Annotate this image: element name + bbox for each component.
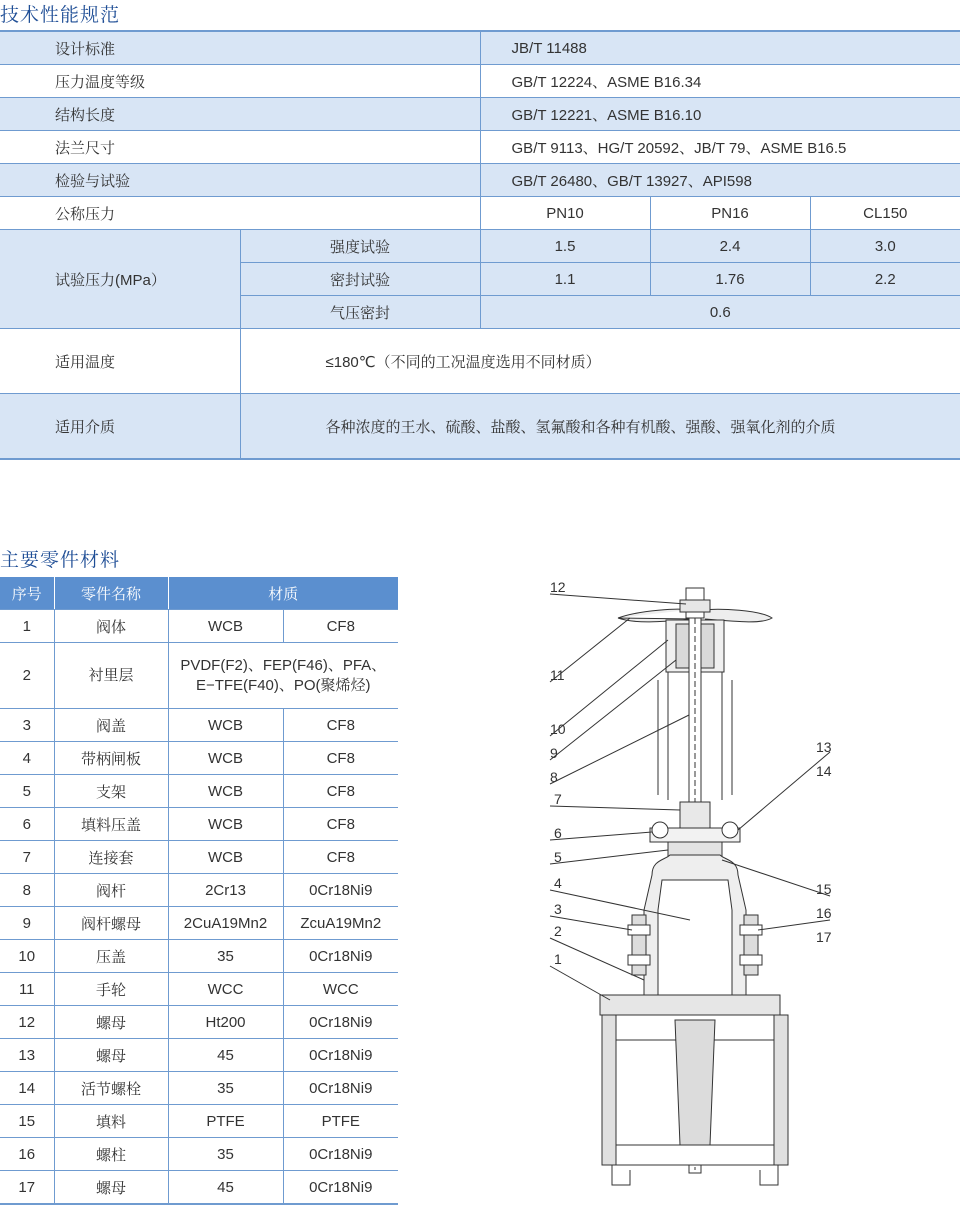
part-material-2: CF8 <box>283 610 398 643</box>
spec-label: 法兰尺寸 <box>0 131 480 164</box>
part-no: 11 <box>0 973 54 1006</box>
part-material-1: WCB <box>168 742 283 775</box>
spec-table <box>0 30 960 460</box>
part-material-2: CF8 <box>283 742 398 775</box>
part-material-1: 35 <box>168 1072 283 1105</box>
part-no: 1 <box>0 610 54 643</box>
test-value: 1.1 <box>480 263 650 296</box>
part-material-1: 2Cr13 <box>168 874 283 907</box>
table-row <box>0 808 398 841</box>
spec-value: GB/T 9113、HG/T 20592、JB/T 79、ASME B16.5 <box>480 131 960 164</box>
nominal-pressure-row <box>0 197 960 230</box>
part-material-1: PTFE <box>168 1105 283 1138</box>
callout-label: 12 <box>550 579 566 595</box>
part-name: 螺柱 <box>54 1138 168 1171</box>
test-type: 强度试验 <box>240 230 480 263</box>
part-no: 6 <box>0 808 54 841</box>
part-material-1: WCB <box>168 610 283 643</box>
part-name: 填料 <box>54 1105 168 1138</box>
part-material-1: WCC <box>168 973 283 1006</box>
test-type: 密封试验 <box>240 263 480 296</box>
header-name: 零件名称 <box>54 577 168 610</box>
material-line: E−TFE(F40)、PO(聚烯烃) <box>195 676 371 694</box>
parts-section-title: 主要零件材料 <box>0 550 121 571</box>
parts-table <box>0 577 398 1205</box>
part-material-1: 2CuA19Mn2 <box>168 907 283 940</box>
spec-row <box>0 98 960 131</box>
nominal-pressure-label: 公称压力 <box>0 197 480 230</box>
part-material-1: WCB <box>168 709 283 742</box>
test-value: 3.0 <box>810 230 960 263</box>
part-material-1: 45 <box>168 1171 283 1205</box>
test-value: 2.2 <box>810 263 960 296</box>
part-name: 支架 <box>54 775 168 808</box>
callout-label: 8 <box>550 769 558 785</box>
part-no: 8 <box>0 874 54 907</box>
table-row <box>0 643 398 709</box>
part-name: 手轮 <box>54 973 168 1006</box>
spec-label: 设计标准 <box>0 31 480 65</box>
spec-section-title: 技术性能规范 <box>0 5 121 26</box>
part-material-2: 0Cr18Ni9 <box>283 1171 398 1205</box>
part-material-2: 0Cr18Ni9 <box>283 1072 398 1105</box>
part-material-2: CF8 <box>283 841 398 874</box>
test-value: 1.76 <box>650 263 810 296</box>
part-material-2: 0Cr18Ni9 <box>283 1138 398 1171</box>
callout-label: 4 <box>554 875 562 891</box>
callout-label: 17 <box>816 929 832 945</box>
part-name: 填料压盖 <box>54 808 168 841</box>
part-material-2: 0Cr18Ni9 <box>283 940 398 973</box>
table-row <box>0 1039 398 1072</box>
part-no: 2 <box>0 643 54 709</box>
temperature-label: 适用温度 <box>0 329 240 394</box>
part-material-1: 35 <box>168 940 283 973</box>
table-row <box>0 775 398 808</box>
part-material-2: CF8 <box>283 709 398 742</box>
callout-label: 6 <box>554 825 562 841</box>
part-material-2: WCC <box>283 973 398 1006</box>
part-material-2: CF8 <box>283 808 398 841</box>
callout-label: 15 <box>816 881 832 897</box>
part-material <box>168 643 398 709</box>
parts-header-row <box>0 577 398 610</box>
media-label: 适用介质 <box>0 394 240 460</box>
part-name: 螺母 <box>54 1006 168 1039</box>
pressure-class: PN16 <box>650 197 810 230</box>
part-material-1: WCB <box>168 775 283 808</box>
part-material-1: WCB <box>168 841 283 874</box>
spec-value: GB/T 26480、GB/T 13927、API598 <box>480 164 960 197</box>
part-material-2: PTFE <box>283 1105 398 1138</box>
pressure-class: PN10 <box>480 197 650 230</box>
part-name: 压盖 <box>54 940 168 973</box>
callout-label: 9 <box>550 745 558 761</box>
spec-value: JB/T 11488 <box>480 31 960 65</box>
part-no: 7 <box>0 841 54 874</box>
spec-value: GB/T 12221、ASME B16.10 <box>480 98 960 131</box>
spec-label: 压力温度等级 <box>0 65 480 98</box>
header-material: 材质 <box>168 577 398 610</box>
table-row <box>0 907 398 940</box>
callout-label: 16 <box>816 905 832 921</box>
part-no: 15 <box>0 1105 54 1138</box>
temperature-value: ≤180℃（不同的工况温度选用不同材质） <box>240 329 960 394</box>
temperature-row <box>0 329 960 394</box>
part-name: 阀盖 <box>54 709 168 742</box>
part-name: 连接套 <box>54 841 168 874</box>
spec-label: 结构长度 <box>0 98 480 131</box>
test-pressure-row <box>0 230 960 263</box>
part-name: 衬里层 <box>54 643 168 709</box>
table-row <box>0 874 398 907</box>
table-row <box>0 610 398 643</box>
part-no: 10 <box>0 940 54 973</box>
callout-label: 13 <box>816 739 832 755</box>
callout-label: 5 <box>554 849 562 865</box>
part-no: 16 <box>0 1138 54 1171</box>
part-material-1: WCB <box>168 808 283 841</box>
test-pressure-label: 试验压力(MPa） <box>0 230 240 329</box>
test-value: 2.4 <box>650 230 810 263</box>
test-value: 0.6 <box>480 296 960 329</box>
spec-row <box>0 131 960 164</box>
part-material-2: CF8 <box>283 775 398 808</box>
part-no: 9 <box>0 907 54 940</box>
part-material-2: 0Cr18Ni9 <box>283 1039 398 1072</box>
part-material-1: 45 <box>168 1039 283 1072</box>
table-row <box>0 1072 398 1105</box>
part-no: 12 <box>0 1006 54 1039</box>
test-value: 1.5 <box>480 230 650 263</box>
media-value: 各种浓度的王水、硫酸、盐酸、氢氟酸和各种有机酸、强酸、强氧化剂的介质 <box>240 394 960 460</box>
part-no: 5 <box>0 775 54 808</box>
table-row <box>0 1138 398 1171</box>
table-row <box>0 742 398 775</box>
pressure-class: CL150 <box>810 197 960 230</box>
part-name: 螺母 <box>54 1039 168 1072</box>
spec-label: 检验与试验 <box>0 164 480 197</box>
part-name: 带柄闸板 <box>54 742 168 775</box>
part-name: 螺母 <box>54 1171 168 1205</box>
spec-row <box>0 65 960 98</box>
callout-label: 14 <box>816 763 832 779</box>
part-material-2: 0Cr18Ni9 <box>283 874 398 907</box>
spec-value: GB/T 12224、ASME B16.34 <box>480 65 960 98</box>
table-row <box>0 1105 398 1138</box>
material-line: PVDF(F2)、FEP(F46)、PFA、 <box>180 656 387 674</box>
spec-row <box>0 31 960 65</box>
part-material-1: Ht200 <box>168 1006 283 1039</box>
part-no: 14 <box>0 1072 54 1105</box>
callout-label: 2 <box>554 923 562 939</box>
part-no: 3 <box>0 709 54 742</box>
part-no: 4 <box>0 742 54 775</box>
table-row <box>0 973 398 1006</box>
callout-label: 7 <box>554 791 562 807</box>
media-row <box>0 394 960 460</box>
part-material-2: ZcuA19Mn2 <box>283 907 398 940</box>
table-row <box>0 841 398 874</box>
callout-label: 11 <box>550 667 565 683</box>
part-name: 阀体 <box>54 610 168 643</box>
part-no: 13 <box>0 1039 54 1072</box>
callout-label: 1 <box>554 951 562 967</box>
gate-valve-drawing <box>540 570 860 1200</box>
table-row <box>0 940 398 973</box>
part-no: 17 <box>0 1171 54 1205</box>
table-row <box>0 709 398 742</box>
callout-label: 10 <box>550 721 566 737</box>
table-row <box>0 1171 398 1205</box>
table-row <box>0 1006 398 1039</box>
part-name: 阀杆螺母 <box>54 907 168 940</box>
header-no: 序号 <box>0 577 54 610</box>
part-name: 阀杆 <box>54 874 168 907</box>
part-name: 活节螺栓 <box>54 1072 168 1105</box>
part-material-1: 35 <box>168 1138 283 1171</box>
callout-label: 3 <box>554 901 562 917</box>
part-material-2: 0Cr18Ni9 <box>283 1006 398 1039</box>
test-type: 气压密封 <box>240 296 480 329</box>
spec-row <box>0 164 960 197</box>
